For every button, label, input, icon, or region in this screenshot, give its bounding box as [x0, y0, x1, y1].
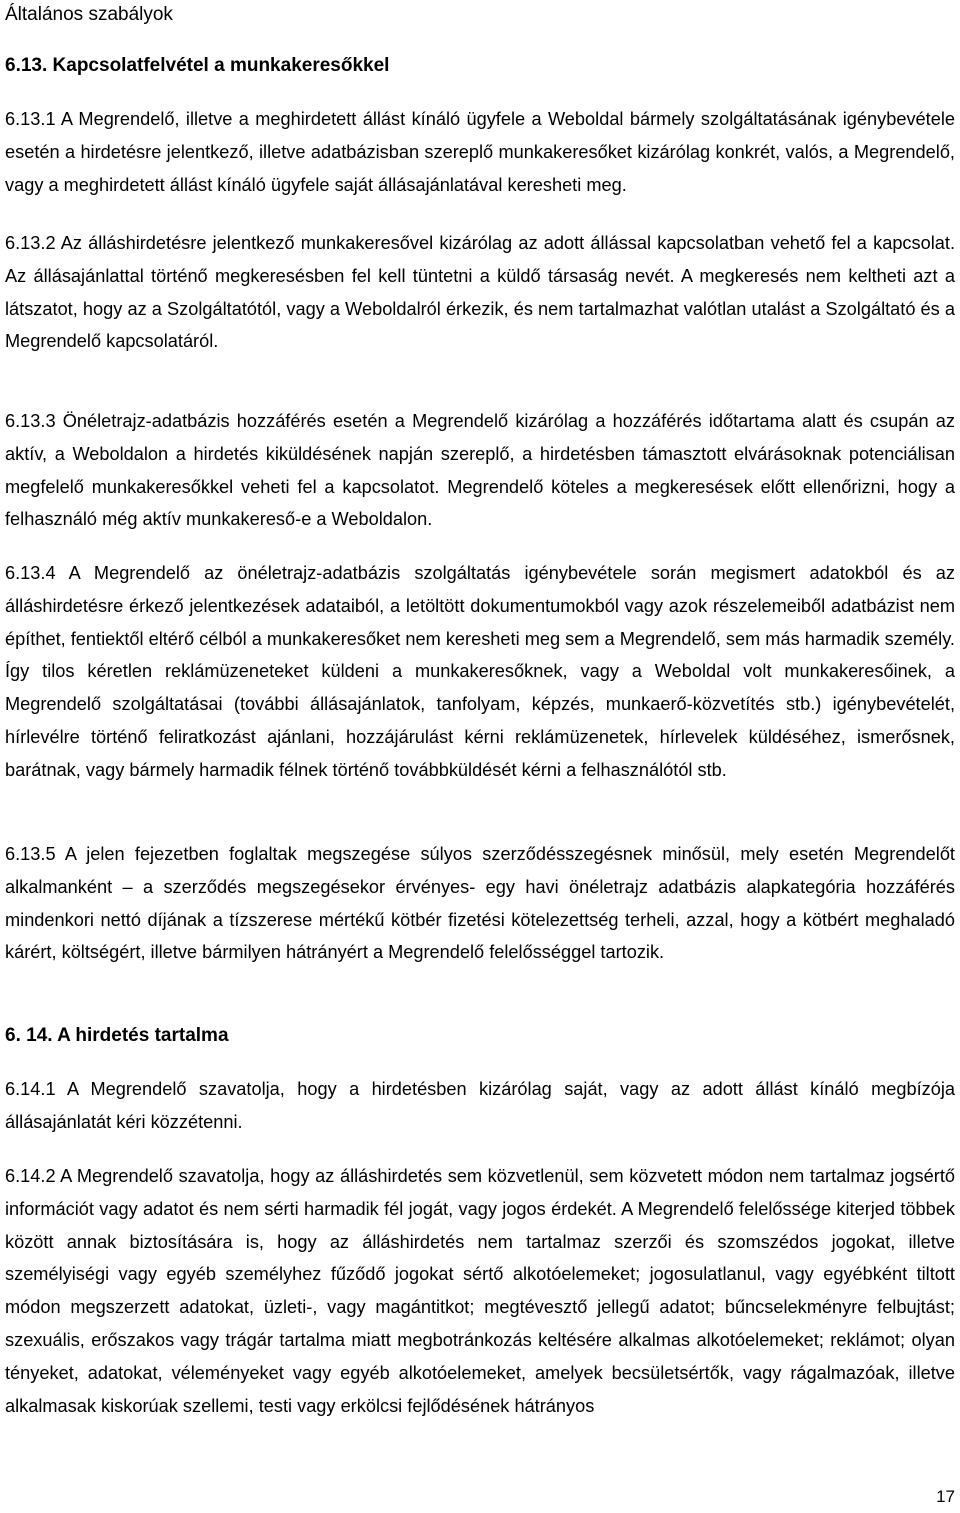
paragraph-6-13-1: 6.13.1 A Megrendelő, illetve a meghirdetett állást kínáló ügyfele a Weboldal bármely szolgáltatásának igénybevétele esetén a hirdetésre jelentkező, illetve adatbázisban szereplő munkakeresőket kizárólag konkrét, valós, a Megrendelő, vagy a meghirdetett állást kínáló ügyfele saját állásajánlatával keresheti meg.: [5, 109, 955, 195]
page-number: 17: [936, 1487, 955, 1506]
paragraph-6-13-3: 6.13.3 Önéletrajz-adatbázis hozzáférés esetén a Megrendelő kizárólag a hozzáférés időtartama alatt és csupán az aktív, a Weboldalon a hirdetés kiküldésének napján szereplő, a hirdetésben támasztott elvárásoknak potenciálisan megfelelő munkakeresőkkel veheti fel a kapcsolatot. Megrendelő köteles a megkeresések előtt ellenőrizni, hogy a felhasználó még aktív munkakereső-e a Weboldalon.: [5, 411, 955, 530]
paragraph-6-14-2: 6.14.2 A Megrendelő szavatolja, hogy az álláshirdetés sem közvetlenül, sem közvetett módon nem tartalmaz jogsértő információt vagy adatot és nem sérti harmadik fél jogát, vagy jogos érdekét. A Megrendelő felelőssége kiterjed többek között annak biztosítására is, hogy az álláshirdetés nem tartalmaz szerzői és szomszédos jogokat, illetve személyiségi vagy egyéb személyhez fűződő jogokat sértő alkotóelemeket; jogosulatlanul, vagy egyébként tiltott módon megszerzett adatokat, üzleti-, vagy magántitkot; megtévesztő jellegű adatot; bűncselekményre felbujtást; szexuális, erőszakos vagy trágár tartalma miatt megbotránkozás keltésére alkalmas alkotóelemeket; reklámot; olyan tényeket, adatokat, véleményeket vagy egyéb alkotóelemeket, amelyek becsületsértők, vagy rágalmazóak, illetve alkalmasak kiskorúak szellemi, testi vagy erkölcsi fejlődésének hátrányos: [5, 1166, 955, 1416]
paragraph-6-13-4: 6.13.4 A Megrendelő az önéletrajz-adatbázis szolgáltatás igénybevétele során megismert adatokból és az álláshirdetésre érkező jelentkezések adataiból, a letöltött dokumentumokból vagy azok részelemeiből adatbázist nem építhet, fentiektől eltérő célból a munkakeresőket nem keresheti meg sem a Megrendelő, sem más harmadik személy. Így tilos kéretlen reklámüzeneteket küldeni a munkakeresőknek, vagy a Weboldal volt munkakeresőinek, a Megrendelő szolgáltatásai (további állásajánlatok, tanfolyam, képzés, munkaerő-közvetítés stb.) igénybevételét, hírlevélre történő feliratkozást ajánlani, hozzájárulást kérni reklámüzenetek, hírlevelek küldéséhez, ismerősnek, barátnak, vagy bármely harmadik félnek történő továbbküldését kérni a felhasználótól stb.: [5, 563, 955, 780]
page-header: Általános szabályok: [5, 4, 173, 25]
section-heading-6-13: 6.13. Kapcsolatfelvétel a munkakeresőkkel: [5, 55, 390, 76]
paragraph-6-14-1: 6.14.1 A Megrendelő szavatolja, hogy a hirdetésben kizárólag saját, vagy az adott állást kínáló megbízója állásajánlatát kéri közzétenni.: [5, 1079, 955, 1132]
paragraph-6-13-2: 6.13.2 Az álláshirdetésre jelentkező munkakeresővel kizárólag az adott állással kapcsolatban vehető fel a kapcsolat. Az állásajánlattal történő megkeresésben fel kell tüntetni a küldő társaság nevét. A megkeresés nem keltheti azt a látszatot, hogy az a Szolgáltatótól, vagy a Weboldalról érkezik, és nem tartalmazhat valótlan utalást a Szolgáltató és a Megrendelő kapcsolatáról.: [5, 233, 955, 352]
section-heading-6-14: 6. 14. A hirdetés tartalma: [5, 1025, 229, 1046]
paragraph-6-13-5: 6.13.5 A jelen fejezetben foglaltak megszegése súlyos szerződésszegésnek minősül, mely esetén Megrendelőt alkalmanként – a szerződés megszegésekor érvényes- egy havi önéletrajz adatbázis alapkategória hozzáférés mindenkori nettó díjának a tízszerese mértékű kötbér fizetési kötelezettség terheli, azzal, hogy a kötbért meghaladó kárért, költségért, illetve bármilyen hátrányért a Megrendelő felelősséggel tartozik.: [5, 844, 955, 963]
